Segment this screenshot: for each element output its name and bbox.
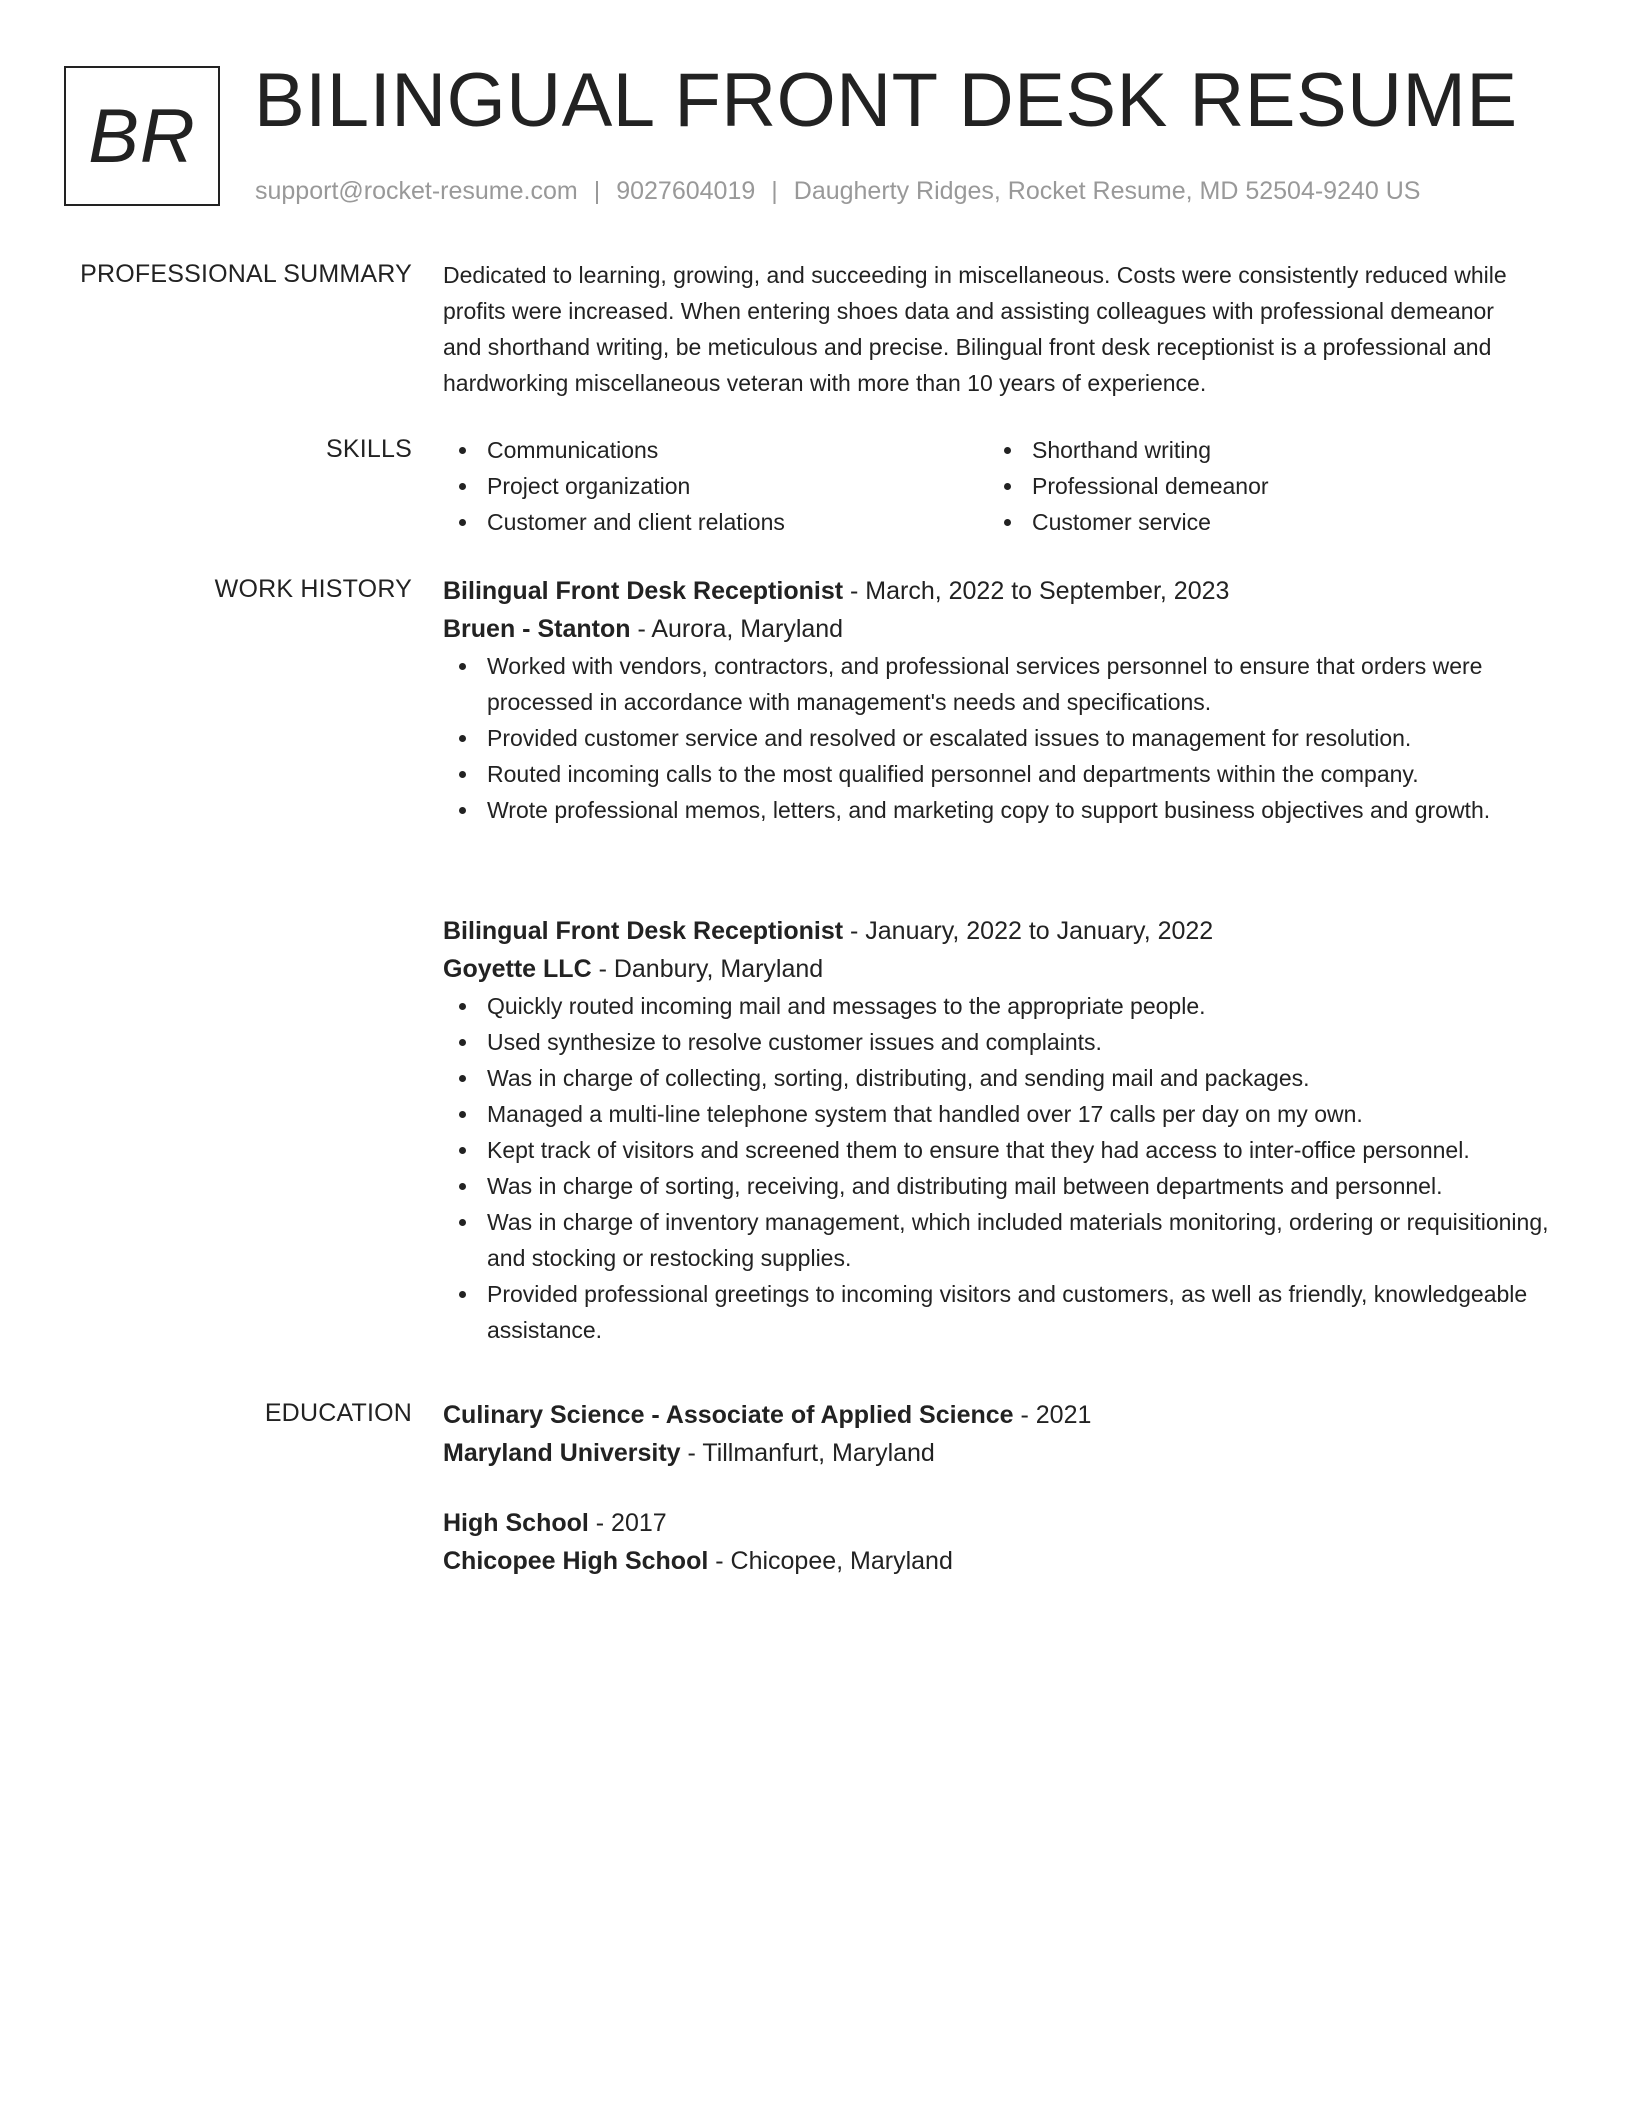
job-bullet-list (443, 988, 1553, 1348)
education-degree: Culinary Science - Associate of Applied Science (443, 1401, 1014, 1429)
education-entry (443, 1396, 1553, 1472)
job-title-line (443, 572, 1553, 610)
skill-item: Customer and client relations (443, 504, 988, 540)
skills-column-left (443, 432, 988, 540)
education-year: - 2021 (1013, 1401, 1092, 1429)
job-bullet: Was in charge of inventory management, which included materials monitoring, ordering or requisitioning, and stocking or restocking supplies. (443, 1204, 1553, 1276)
address: Daugherty Ridges, Rocket Resume, MD 52504-9240 US (793, 177, 1421, 205)
job-bullet: Provided customer service and resolved or escalated issues to management for resolution. (443, 720, 1553, 756)
resume-title: BILINGUAL FRONT DESK RESUME (254, 58, 1518, 143)
skill-item: Customer service (988, 504, 1533, 540)
education-degree-line (443, 1396, 1553, 1434)
education-entry (443, 1504, 1553, 1580)
education-year: - 2017 (588, 1509, 667, 1537)
job-dates: - January, 2022 to January, 2022 (843, 917, 1214, 945)
job-bullet: Used synthesize to resolve customer issues and complaints. (443, 1024, 1553, 1060)
education-body (443, 1396, 1553, 1575)
job-bullet-list (443, 648, 1553, 828)
job-company: Bruen - Stanton (443, 615, 631, 643)
section-label-education: EDUCATION (264, 1399, 412, 1427)
job-bullet: Managed a multi-line telephone system that handled over 17 calls per day on my own. (443, 1096, 1553, 1132)
education-school: Maryland University (443, 1439, 681, 1467)
section-label-summary: PROFESSIONAL SUMMARY (80, 260, 412, 288)
job-entry (443, 572, 1553, 828)
skill-item: Shorthand writing (988, 432, 1533, 468)
job-title-line (443, 912, 1553, 950)
summary-body (443, 257, 1553, 401)
contact-line (255, 174, 1420, 208)
contact-separator: | (593, 177, 601, 205)
education-degree-line (443, 1504, 1553, 1542)
job-title: Bilingual Front Desk Receptionist (443, 577, 844, 605)
work-history-body (443, 572, 1553, 1343)
skills-grid (443, 432, 1553, 540)
education-school-line (443, 1434, 1553, 1472)
job-bullet: Kept track of visitors and screened them to ensure that they had access to inter-office personnel. (443, 1132, 1553, 1168)
job-bullet: Wrote professional memos, letters, and marketing copy to support business objectives and growth. (443, 792, 1553, 828)
education-school-line (443, 1542, 1553, 1580)
job-title: Bilingual Front Desk Receptionist (443, 917, 844, 945)
job-bullet: Provided professional greetings to incoming visitors and customers, as well as friendly, knowledgeable assistance. (443, 1276, 1553, 1348)
job-bullet: Quickly routed incoming mail and messages to the appropriate people. (443, 988, 1553, 1024)
job-entry (443, 912, 1553, 1348)
skill-item: Professional demeanor (988, 468, 1533, 504)
education-school: Chicopee High School (443, 1547, 709, 1575)
job-bullet: Was in charge of sorting, receiving, and distributing mail between departments and personnel. (443, 1168, 1553, 1204)
job-dates: - March, 2022 to September, 2023 (843, 577, 1230, 605)
job-location: - Aurora, Maryland (630, 615, 844, 643)
job-company-line (443, 950, 1553, 988)
section-label-work-history: WORK HISTORY (214, 575, 412, 603)
email-link[interactable]: support@rocket-resume.com (255, 177, 578, 205)
monogram-logo: BR (64, 66, 220, 206)
skills-column-right (988, 432, 1533, 540)
education-location: - Tillmanfurt, Maryland (680, 1439, 935, 1467)
skill-item: Communications (443, 432, 988, 468)
job-bullet: Worked with vendors, contractors, and professional services personnel to ensure that orders were processed in accordance with management's needs and specifications. (443, 648, 1553, 720)
job-bullet: Routed incoming calls to the most qualified personnel and departments within the company. (443, 756, 1553, 792)
job-bullet: Was in charge of collecting, sorting, distributing, and sending mail and packages. (443, 1060, 1553, 1096)
education-degree: High School (443, 1509, 589, 1537)
contact-separator: | (771, 177, 778, 205)
job-company: Goyette LLC (443, 955, 592, 983)
job-company-line (443, 610, 1553, 648)
skill-item: Project organization (443, 468, 988, 504)
phone-number: 9027604019 (616, 177, 756, 205)
section-label-skills: SKILLS (326, 435, 412, 463)
skills-body (443, 432, 1553, 540)
education-location: - Chicopee, Maryland (708, 1547, 953, 1575)
summary-text: Dedicated to learning, growing, and succeeding in miscellaneous. Costs were consistently reduced while profits were increased. When entering shoes data and assisting colleagues with professional demeanor and shorthand writing, be meticulous and precise. Bilingual front desk receptionist is a professional and hardworking miscellaneous veteran with more than 10 years of experience. (443, 262, 1507, 396)
job-location: - Danbury, Maryland (591, 955, 824, 983)
